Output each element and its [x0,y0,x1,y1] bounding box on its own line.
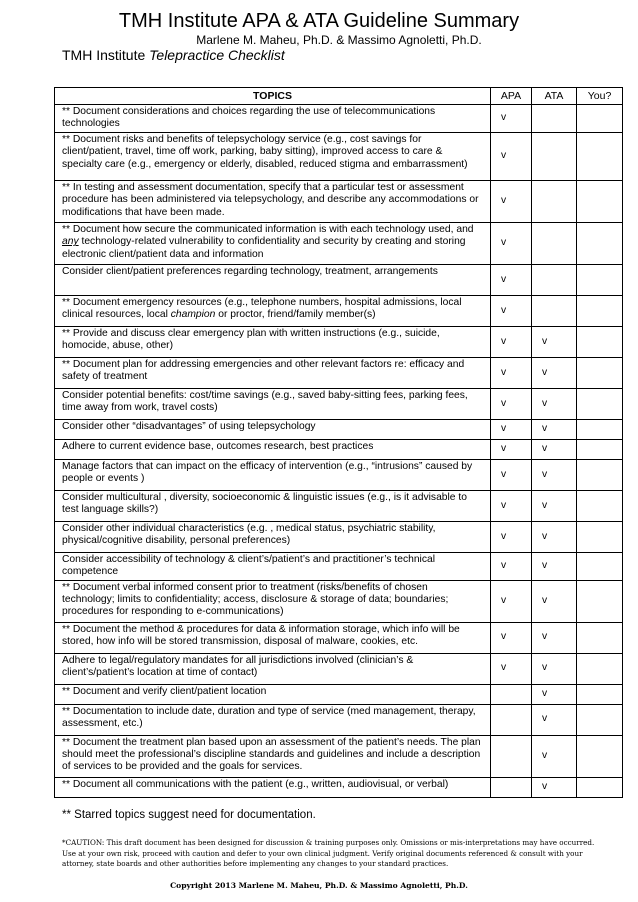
you-check-cell[interactable] [577,704,623,735]
you-check-cell[interactable] [577,777,623,797]
you-check-cell[interactable] [577,105,623,133]
ata-check-cell: v [532,388,577,419]
table-header-row [55,88,623,105]
topic-text: ** Document the method & procedures for data & information storage, which info will be stored, how info will be stored transmission, disposal of malware, cookies, etc. [62,623,460,648]
topic-text: ** Document all communications with the patient (e.g., written, audiovisual, or verbal) [62,778,449,790]
apa-check-cell: v [491,357,532,388]
table-row [55,326,623,357]
topic-text: Consider accessibility of technology & client’s/patient’s and practitioner’s technical competence [62,553,435,578]
ata-check-cell: v [532,357,577,388]
you-check-cell[interactable] [577,490,623,521]
ata-check-cell: v [532,735,577,777]
topic-text-pre: ** Document emergency resources (e.g., telephone numbers, hospital admissions, local clinical resources, local [62,296,462,321]
topic-text: Adhere to current evidence base, outcomes research, best practices [62,440,374,452]
table-row [55,439,623,459]
starred-footnote: ** Starred topics suggest need for documentation. [62,809,316,821]
checklist-rows [55,105,623,798]
apa-check-cell: v [491,419,532,439]
table-row [55,622,623,653]
table-row [55,222,623,264]
apa-check-cell: v [491,552,532,580]
table-row [55,357,623,388]
table-row [55,105,623,133]
ata-check-cell [532,264,577,295]
copyright-line: Copyright 2013 Marlene M. Maheu, Ph.D. & Massimo Agnoletti, Ph.D. [170,881,468,890]
you-check-cell[interactable] [577,264,623,295]
authors-line: Marlene M. Maheu, Ph.D. & Massimo Agnoletti, Ph.D. [196,33,482,47]
you-check-cell[interactable] [577,735,623,777]
ata-check-cell [532,105,577,133]
topic-cell [55,622,491,653]
ata-check-cell: v [532,490,577,521]
you-check-cell[interactable] [577,388,623,419]
apa-check-cell: v [491,222,532,264]
topic-text: ** Document risks and benefits of telepsychology service (e.g., cost savings for client/patient, travel, time off work, parking, baby sitting), improved access to care & specialty care (e.g., emergency or elderly, disabled, reduced stigma and embarrassment) [62,133,468,170]
topic-cell [55,419,491,439]
ata-check-cell: v [532,653,577,684]
ata-check-cell [532,132,577,180]
apa-check-cell: v [491,622,532,653]
topic-text: ** Document the treatment plan based upon an assessment of the patient’s needs. The plan should meet the professional’s discipline standards and guidelines and include a description of services to be provided and the goals for services. [62,736,481,773]
ata-check-cell: v [532,521,577,552]
topic-text-emphasis: champion [170,309,216,321]
apa-check-cell: v [491,264,532,295]
ata-check-cell [532,180,577,222]
apa-check-cell: v [491,105,532,133]
document-title: TMH Institute APA & ATA Guideline Summary [118,10,520,32]
apa-check-cell: v [491,580,532,622]
ata-check-cell: v [532,419,577,439]
apa-header: APA [491,88,532,105]
topic-cell [55,580,491,622]
apa-check-cell: v [491,326,532,357]
topic-cell [55,439,491,459]
you-header: You? [577,88,623,105]
table-row [55,653,623,684]
topic-text-pre: ** Document how secure the communicated information is with each technology used, and [62,223,474,235]
apa-check-cell: v [491,490,532,521]
table-row [55,704,623,735]
table-row [55,735,623,777]
topic-cell [55,777,491,797]
you-check-cell[interactable] [577,622,623,653]
topic-text: Consider multicultural , diversity, socioeconomic & linguistic issues (e.g., is it advisable to test language skills?) [62,491,467,516]
apa-check-cell: v [491,180,532,222]
table-row [55,132,623,180]
checklist-table [54,87,623,798]
you-check-cell[interactable] [577,419,623,439]
topic-cell [55,105,491,133]
you-check-cell[interactable] [577,180,623,222]
ata-check-cell: v [532,326,577,357]
table-row [55,552,623,580]
table-row [55,684,623,704]
topic-cell [55,295,491,326]
topic-cell [55,521,491,552]
topic-cell [55,326,491,357]
table-row [55,490,623,521]
you-check-cell[interactable] [577,222,623,264]
topic-cell [55,653,491,684]
you-check-cell[interactable] [577,552,623,580]
topic-text-post: or proctor, friend/family member(s) [215,309,376,321]
you-check-cell[interactable] [577,653,623,684]
ata-check-cell: v [532,580,577,622]
topic-text: Adhere to legal/regulatory mandates for all jurisdictions involved (clinician’s & client’s/patient’s location at time of contact) [62,654,414,679]
you-check-cell[interactable] [577,326,623,357]
topic-cell [55,388,491,419]
topic-cell [55,684,491,704]
ata-check-cell: v [532,459,577,490]
ata-check-cell [532,222,577,264]
topic-text-post: technology-related vulnerability to confidentiality and security by creating and storing electronic client/patient data and information [62,236,466,260]
table-row [55,419,623,439]
topic-text: Consider other “disadvantages” of using telepsychology [62,420,316,432]
topic-text: Manage factors that can impact on the efficacy of intervention (e.g., “intrusions” caused by people or events ) [62,460,473,485]
topic-cell [55,180,491,222]
ata-check-cell: v [532,777,577,797]
apa-check-cell [491,777,532,797]
topic-cell [55,222,491,264]
ata-check-cell: v [532,622,577,653]
apa-check-cell [491,735,532,777]
table-row [55,295,623,326]
topic-text: ** Document considerations and choices regarding the use of telecommunications technologies [62,106,436,130]
table-row [55,521,623,552]
topic-cell [55,735,491,777]
apa-check-cell [491,704,532,735]
ata-check-cell: v [532,552,577,580]
topic-cell [55,357,491,388]
topic-cell [55,132,491,180]
table-row [55,580,623,622]
apa-check-cell: v [491,132,532,180]
topic-cell [55,552,491,580]
apa-check-cell: v [491,653,532,684]
checklist-title-prefix: TMH Institute [62,47,150,63]
you-check-cell[interactable] [577,521,623,552]
you-check-cell[interactable] [577,439,623,459]
apa-check-cell: v [491,439,532,459]
topic-text: ** Document and verify client/patient location [62,685,267,697]
checklist-title-italic: Telepractice Checklist [149,47,285,63]
you-check-cell[interactable] [577,684,623,704]
topic-text: ** Provide and discuss clear emergency plan with written instructions (e.g., suicide, homocide, abuse, other) [62,327,440,352]
ata-header: ATA [532,88,577,105]
topic-text: ** Document plan for addressing emergencies and other relevant factors re: efficacy and safety of treatment [62,358,465,383]
topic-text: Consider potential benefits: cost/time savings (e.g., saved baby-sitting fees, parking fees, time away from work, travel costs) [62,389,468,414]
topic-text: ** Document verbal informed consent prior to treatment (risks/benefits of chosen technology; limits to confidentiality; access, disclosure & storage of data; boundaries; procedures for responding to e-communications) [62,581,449,618]
topics-header: TOPICS [55,88,491,105]
you-check-cell[interactable] [577,459,623,490]
ata-check-cell: v [532,704,577,735]
topic-cell [55,264,491,295]
you-check-cell[interactable] [577,132,623,180]
topic-text: ** In testing and assessment documentation, specify that a particular test or assessment procedure has been administered via telepsychology, and describe any accommodations or modifications that have been made. [62,181,479,218]
you-check-cell[interactable] [577,295,623,326]
apa-check-cell: v [491,521,532,552]
apa-check-cell: v [491,459,532,490]
topic-text: Consider client/patient preferences regarding technology, treatment, arrangements [62,265,438,277]
ata-check-cell: v [532,439,577,459]
topic-cell [55,459,491,490]
table-row [55,180,623,222]
table-row [55,777,623,797]
topic-text-emphasis: any [62,236,79,248]
checklist-title [62,47,285,64]
ata-check-cell: v [532,684,577,704]
you-check-cell[interactable] [577,580,623,622]
topic-text: ** Documentation to include date, duration and type of service (med management, therapy, assessment, etc.) [62,705,476,730]
caution-note: *CAUTION: This draft document has been designed for discussion & training purposes only. Omissions or mis-interpretations may have occurred. Use at your own risk, proceed with caution and defer to your own clinical judgment. Verify original documents referenced & consult with your attorney, state boards and other authorities before implementing any changes to your standard practices. [62,838,595,869]
apa-check-cell: v [491,295,532,326]
topic-cell [55,704,491,735]
table-row [55,264,623,295]
apa-check-cell: v [491,388,532,419]
ata-check-cell [532,295,577,326]
topic-cell [55,490,491,521]
table-row [55,388,623,419]
topic-text: Consider other individual characteristics (e.g. , medical status, psychiatric stability, physical/cognitive disability, personal preferences) [62,522,436,547]
you-check-cell[interactable] [577,357,623,388]
apa-check-cell [491,684,532,704]
table-row [55,459,623,490]
